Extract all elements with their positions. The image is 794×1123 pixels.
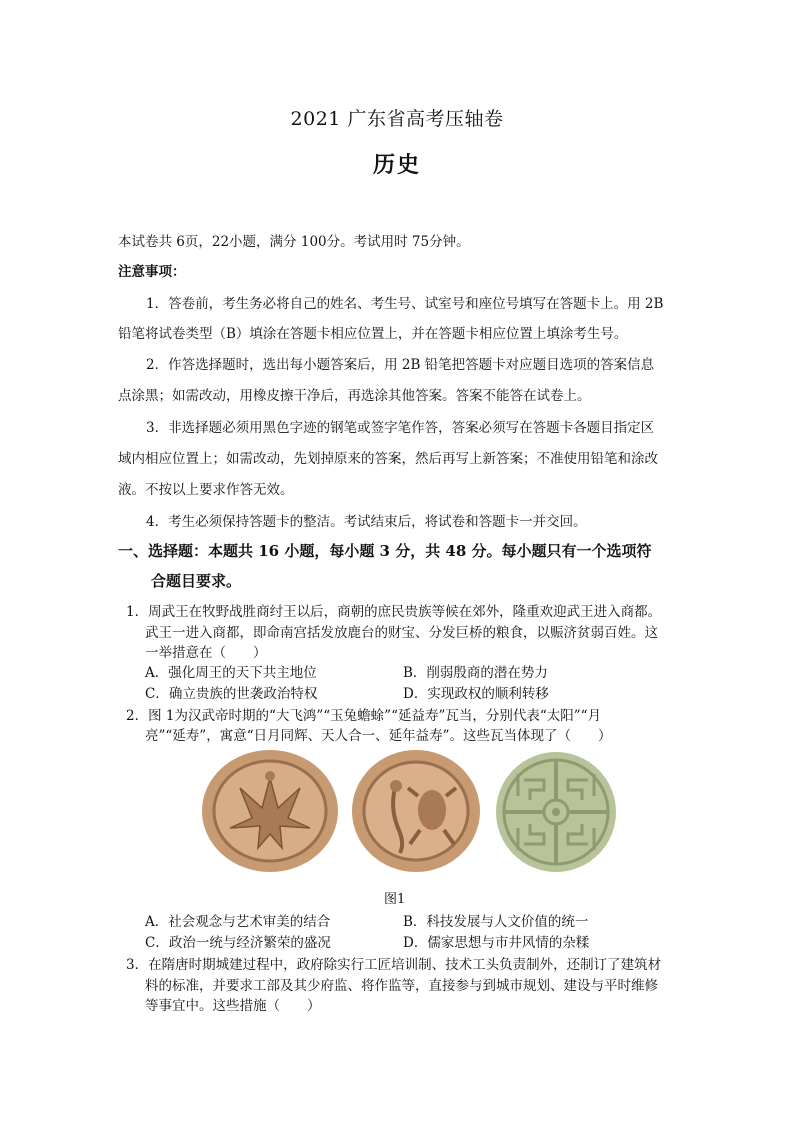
- section-1-heading: 一、选择题：本题共 16 小题，每小题 3 分，共 48 分。每小题只有一个选项符: [118, 542, 652, 560]
- q2-stem-line-1: 2．图 1为汉武帝时期的“大飞鸿”“玉兔蟾蜍”“延益寿”瓦当，分别代表“太阳”“月: [126, 708, 602, 724]
- note-3-line-3: 液。不按以上要求作答无效。: [118, 482, 294, 498]
- q1-option-d: D．实现政权的顺利转移: [403, 686, 549, 702]
- q2-option-b: B．科技发展与人文价值的统一: [403, 914, 589, 930]
- note-2-line-2: 点涂黑；如需改动，用橡皮擦干净后，再选涂其他答案。答案不能答在试卷上。: [118, 388, 591, 404]
- section-1-heading-cont: 合题目要求。: [151, 572, 242, 590]
- q3-stem-line-1: 3．在隋唐时期城建过程中，政府除实行工匠培训制、技术工头负责制外，还制订了建筑材: [126, 957, 662, 973]
- q2-option-d: D．儒家思想与市井风情的杂糅: [403, 935, 590, 951]
- intro-text: 本试卷共 6页，22小题，满分 100分。考试用时 75分钟。: [118, 234, 470, 250]
- note-3-line-1: 3．非选择题必须用黑色字迹的钢笔或签字笔作答，答案必须写在答题卡各题目指定区: [146, 420, 655, 436]
- q1-stem-line-1: 1．周武王在牧野战胜商纣王以后，商朝的庶民贵族等候在郊外，隆重欢迎武王进入商都。: [126, 604, 662, 620]
- notes-heading: 注意事项：: [118, 264, 186, 280]
- q2-stem-line-2: 亮”“延寿”，寓意“日月同辉、天人合一、延年益寿”。这些瓦当体现了（ ）: [145, 728, 612, 744]
- q2-option-a: A．社会观念与艺术审美的结合: [145, 914, 331, 930]
- tile-longevity-image: [494, 750, 618, 874]
- note-4: 4．考生必须保持答题卡的整洁。考试结束后，将试卷和答题卡一并交回。: [146, 514, 587, 530]
- subject-title: 历史: [372, 152, 421, 178]
- tile-big-swan-image: [200, 748, 340, 874]
- q1-option-b: B．削弱殷商的潜在势力: [403, 665, 548, 681]
- q1-stem-line-2: 武王一进入商都，即命南宫括发放鹿台的财宝、分发巨桥的粮食，以赈济贫弱百姓。这: [145, 625, 658, 641]
- note-3-line-2: 域内相应位置上；如需改动，先划掉原来的答案，然后再写上新答案；不准使用铅笔和涂改: [118, 451, 658, 467]
- note-1-line-2: 铅笔将试卷类型（B）填涂在答题卡相应位置上，并在答题卡相应位置上填涂考生号。: [118, 326, 628, 342]
- tile-jade-rabbit-toad-image: [350, 748, 482, 874]
- note-2-line-1: 2．作答选择题时，选出每小题答案后，用 2B 铅笔把答题卡对应题目选项的答案信息: [146, 357, 655, 373]
- q3-stem-line-2: 料的标准，并要求工部及其少府监、将作监等，直接参与到城市规划、建设与平时维修: [145, 978, 658, 994]
- q1-stem-line-3: 一举措意在（ ）: [145, 645, 267, 661]
- q1-option-c: C．确立贵族的世袭政治特权: [145, 686, 318, 702]
- exam-title: 2021 广东省高考压轴卷: [290, 108, 504, 130]
- q1-option-a: A．强化周王的天下共主地位: [145, 665, 317, 681]
- q2-option-c: C．政治一统与经济繁荣的盛况: [145, 935, 331, 951]
- note-1-line-1: 1．答卷前，考生务必将自己的姓名、考生号、试室号和座位号填写在答题卡上。用 2B: [146, 296, 664, 312]
- q3-stem-line-3: 等事宜中。这些措施（ ）: [145, 998, 321, 1014]
- figure-1-caption: 图1: [384, 892, 406, 907]
